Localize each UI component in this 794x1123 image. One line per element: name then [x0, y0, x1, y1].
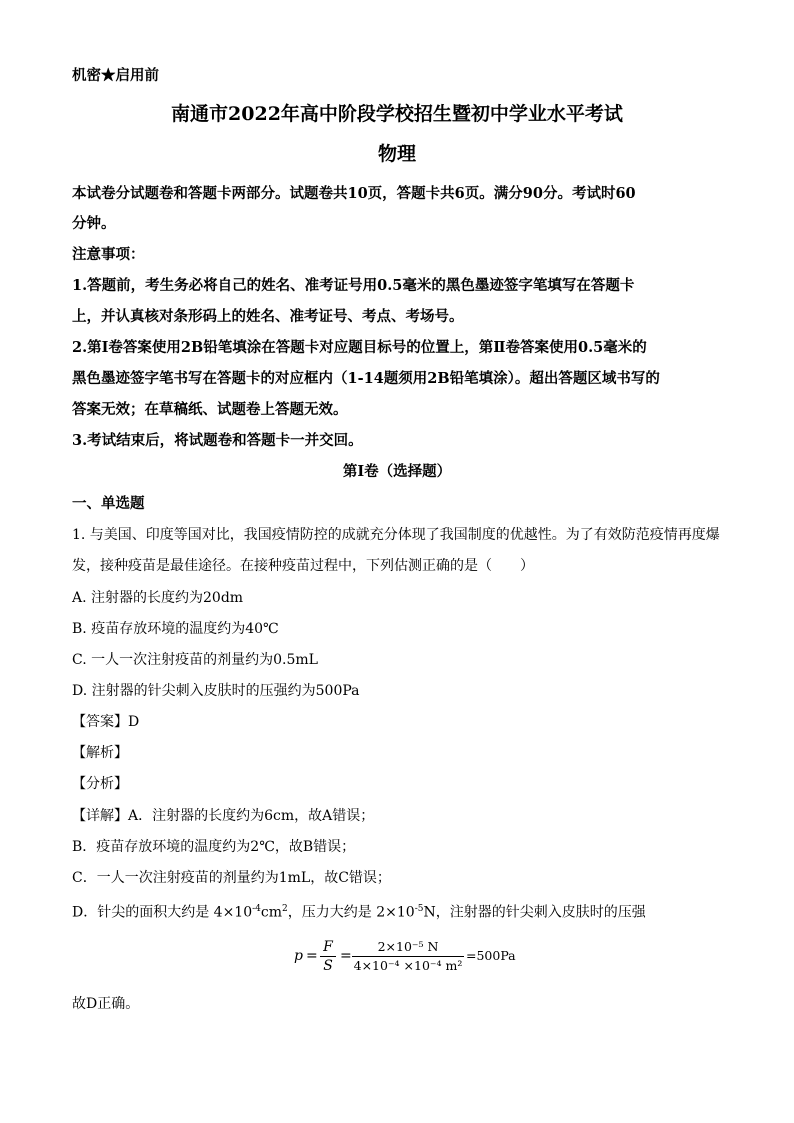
detail-d-exp1: -4 — [252, 904, 261, 914]
fraction-values — [352, 938, 464, 975]
detail-d-pre: D．针尖的面积大约是 4×10 — [72, 904, 253, 921]
notice-2c: 答案无效；在草稿纸、试题卷上答题无效。 — [72, 401, 348, 418]
detail-d-mid2: ，压力大约是 2×10 — [287, 904, 415, 921]
formula-numerator: 2×10⁻⁵ N — [352, 938, 464, 957]
detail-c: C．一人一次注射疫苗的剂量约为1mL，故C错误； — [72, 870, 391, 886]
formula-result: =500Pa — [466, 948, 516, 963]
option-c: C. 一人一次注射疫苗的剂量约为0.5mL — [72, 652, 318, 668]
formula-eq-1: = — [306, 948, 318, 964]
intro-line-1: 本试卷分试题卷和答题卡两部分。试题卷共10页，答题卡共6页。满分90分。考试时60 — [72, 185, 636, 202]
notice-2a: 2.第Ⅰ卷答案使用2B铅笔填涂在答题卡对应题目标号的位置上，第Ⅱ卷答案使用0.5毫米的 — [72, 339, 647, 356]
exam-title: 南通市2022年高中阶段学校招生暨初中学业水平考试 — [171, 103, 623, 125]
detail-d-mid1: cm — [260, 904, 283, 921]
conclusion: 故D正确。 — [72, 996, 140, 1012]
pressure-formula — [294, 938, 524, 978]
detail-d-post: N，注射器的针尖刺入皮肤时的压强 — [423, 904, 646, 921]
option-d: D. 注射器的针尖刺入皮肤时的压强约为500Pa — [72, 683, 360, 699]
subject-title: 物理 — [377, 143, 416, 165]
analysis-label: 【解析】 — [72, 745, 128, 761]
notice-1a: 1.答题前，考生务必将自己的姓名、准考证号用0.5毫米的黑色墨迹签字笔填写在答题卡 — [72, 277, 635, 294]
answer-label: 【答案】D — [72, 714, 140, 730]
formula-p: p — [294, 948, 303, 964]
formula-eq-2: = — [340, 948, 352, 964]
formula-f: F — [320, 938, 336, 957]
formula-denominator: 4×10⁻⁴ ×10⁻⁴ m² — [353, 958, 463, 973]
notice-2b: 黑色墨迹签字笔书写在答题卡的对应框内（1-14题须用2B铅笔填涂）。超出答题区域书写的 — [72, 370, 660, 387]
detail-d-exp3: -5 — [414, 904, 424, 914]
fraction-f-over-s — [320, 938, 336, 975]
option-a: A. 注射器的长度约为20dm — [72, 590, 244, 606]
fenxi-label: 【分析】 — [72, 776, 128, 792]
question-stem-1: 1. 与美国、印度等国对比，我国疫情防控的成就充分体现了我国制度的优越性。为了有效防范疫情再度爆 — [72, 527, 720, 543]
part-heading: 一、单选题 — [72, 495, 145, 512]
detail-b: B．疫苗存放环境的温度约为2℃，故B错误； — [72, 839, 356, 855]
formula-s: S — [323, 958, 333, 974]
notice-title: 注意事项： — [72, 246, 145, 263]
option-b: B. 疫苗存放环境的温度约为40℃ — [72, 621, 279, 637]
question-stem-2: 发，接种疫苗是最佳途径。在接种疫苗过程中，下列估测正确的是（ ） — [72, 558, 534, 574]
detail-d — [72, 899, 646, 923]
detail-a: 【详解】A．注射器的长度约为6cm，故A错误； — [72, 808, 375, 824]
volume-heading: 第Ⅰ卷（选择题） — [342, 463, 452, 480]
notice-1b: 上，并认真核对条形码上的姓名、准考证号、考点、考场号。 — [72, 308, 464, 325]
intro-line-2: 分钟。 — [72, 215, 116, 232]
detail-d-exp2: 2 — [282, 904, 288, 914]
confidential-mark: 机密★启用前 — [72, 67, 159, 84]
notice-3: 3.考试结束后，将试题卷和答题卡一并交回。 — [72, 432, 363, 449]
